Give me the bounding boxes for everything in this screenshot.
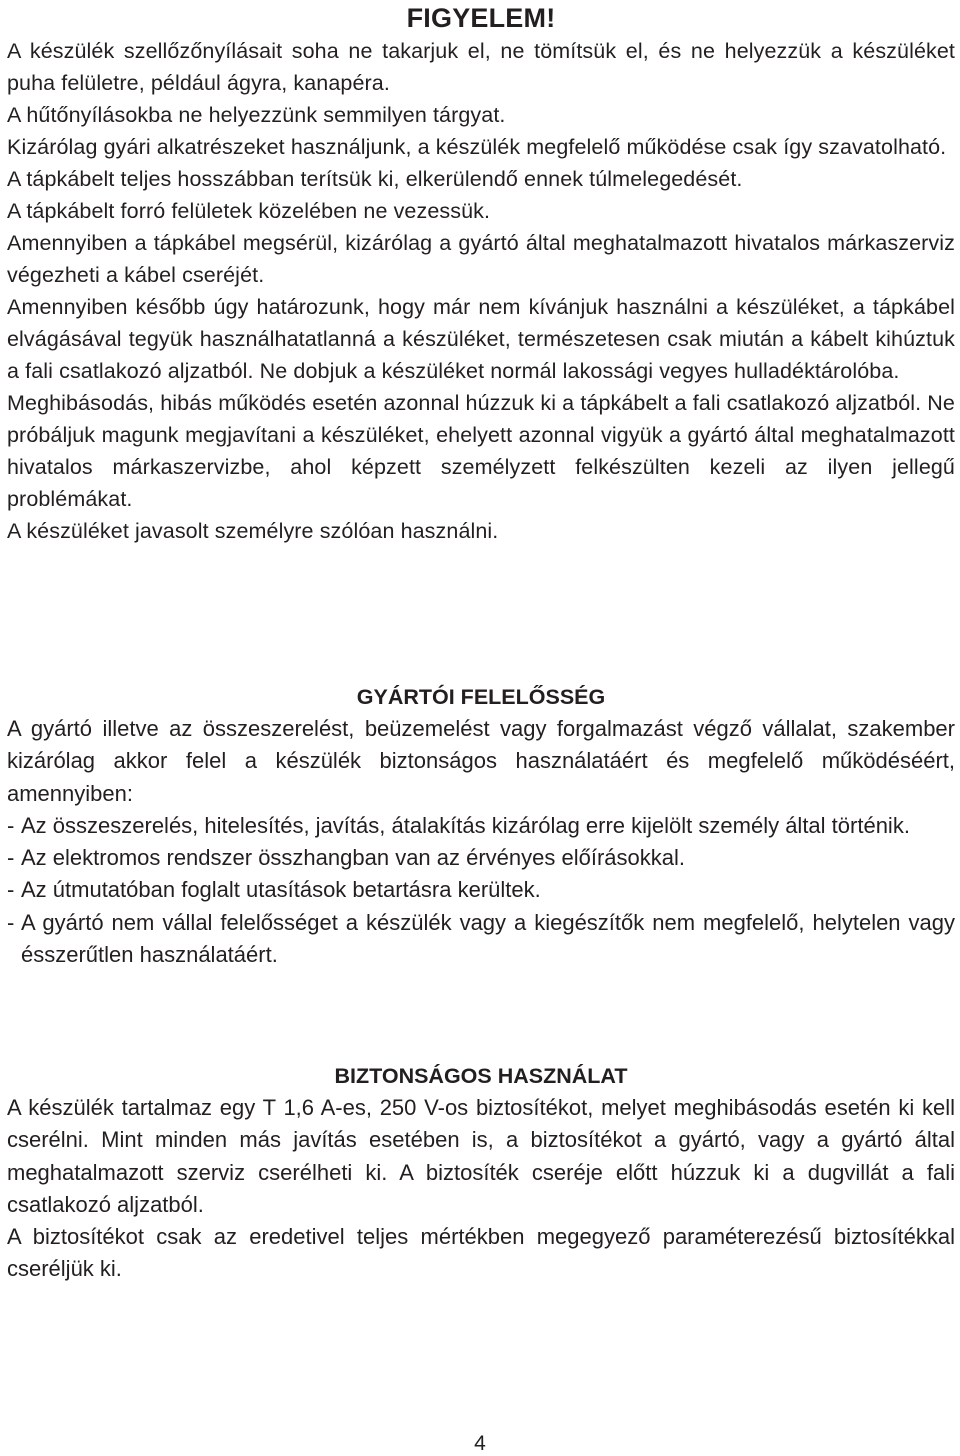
list-item [7, 874, 955, 906]
warning-paragraph: A készüléket javasolt személyre szólóan használni. [7, 519, 499, 543]
manufacturer-liability-title: GYÁRTÓI FELELŐSSÉG [356, 685, 606, 709]
list-item [7, 842, 955, 874]
dash-bullet: - [7, 812, 15, 838]
manufacturer-intro: A gyártó illetve az összeszerelést, beüzemelést vagy forgalmazást végző vállalat, szakember kizárólag akkor felel a készülék biztonságos használatáért és megfelelő működéséért, amennyiben: [7, 716, 955, 806]
warning-paragraph: Kizárólag gyári alkatrészeket használjunk, a készülék megfelelő működése csak így szavatolható. [7, 135, 947, 159]
manufacturer-liability-body [7, 713, 955, 971]
dash-bullet: - [7, 845, 15, 871]
warning-paragraph: A hűtőnyílásokba ne helyezzünk semmilyen tárgyat. [7, 103, 506, 127]
list-item-text: A gyártó nem vállal felelősséget a készülék vagy a kiegészítők nem megfelelő, helytelen vagy ésszerűtlen használatáért. [21, 909, 955, 968]
safe-use-body [7, 1092, 955, 1286]
warning-paragraph: A készülék szellőzőnyílásait soha ne takarjuk el, ne tömítsük el, és ne helyezzük a készüléket puha felületre, például ágyra, kanapéra. [7, 39, 955, 95]
safe-use-paragraph: A biztosítékot csak az eredetivel teljes mértékben megegyező paraméterezésű biztosítékkal cseréljük ki. [7, 1224, 955, 1282]
safe-use-section [7, 1060, 955, 1286]
list-item-text: Az útmutatóban foglalt utasítások betartásra kerültek. [21, 877, 541, 903]
safe-use-paragraph: A készülék tartalmaz egy T 1,6 A-es, 250 V-os biztosítékot, melyet meghibásodás esetén ki kell cserélni. Mint minden más javítás esetében is, a biztosítékot a gyártó, vagy a gyártó által meghatalmazott szerviz cserélheti ki. A biztosíték cseréje előtt húzzuk ki a dugvillát a fali csatlakozó aljzatból. [7, 1095, 955, 1217]
dash-bullet: - [7, 877, 15, 903]
list-item [7, 907, 955, 972]
list-item-text: Az összeszerelés, hitelesítés, javítás, átalakítás kizárólag erre kijelölt személy által történik. [21, 812, 910, 838]
warning-paragraph: Amennyiben a tápkábel megsérül, kizárólag a gyártó által meghatalmazott hivatalos márkaszerviz végezheti a kábel cseréjét. [7, 231, 955, 287]
warning-body [7, 35, 955, 547]
list-item-text: Az elektromos rendszer összhangban van az érvényes előírásokkal. [21, 845, 686, 871]
warning-paragraph: A tápkábelt forró felületek közelében ne vezessük. [7, 199, 491, 223]
manufacturer-liability-section [7, 681, 955, 971]
list-item [7, 810, 955, 842]
warning-paragraph: A tápkábelt teljes hosszábban terítsük ki, elkerülendő ennek túlmelegedését. [7, 167, 743, 191]
warning-paragraph: Amennyiben később úgy határozunk, hogy már nem kívánjuk használni a készüléket, a tápkábel elvágásával tegyük használhatatlanná a készüléket, természetesen csak miután a kábelt kihúztuk a fali csatlakozó aljzatból. Ne dobjuk a készüléket normál lakossági vegyes hulladéktárolóba. [7, 295, 955, 383]
dash-bullet: - [7, 909, 15, 935]
safe-use-title: BIZTONSÁGOS HASZNÁLAT [334, 1064, 628, 1088]
warning-title: FIGYELEM! [406, 3, 556, 33]
page-number: 4 [474, 1432, 486, 1455]
warning-paragraph: Meghibásodás, hibás működés esetén azonnal húzzuk ki a tápkábelt a fali csatlakozó aljzatból. Ne próbáljuk magunk megjavítani a készüléket, ehelyett azonnal vigyük a gyártó által meghatalmazott hivatalos márkaszervizbe, ahol képzett személyzett felkészülten kezeli az ilyen jellegű problémákat. [7, 391, 955, 511]
warning-section [7, 0, 955, 547]
